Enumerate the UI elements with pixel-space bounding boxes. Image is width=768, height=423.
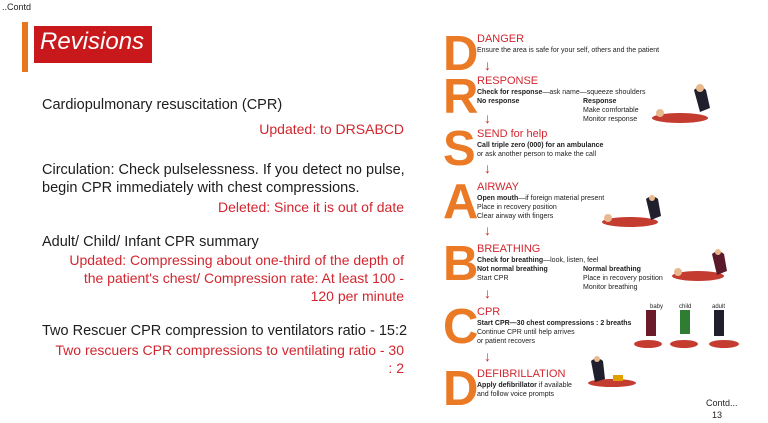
airway-illustration [600,195,670,230]
breathing-no: Not normal breathing [477,266,548,273]
airway-open: Open mouth [477,195,519,202]
letter-r-response: R [443,70,479,124]
response-heading: RESPONSE [477,75,539,87]
danger-text: Ensure the area is safe for your self, others and the patient [477,47,660,54]
cpr-line2: Continue CPR until help arrives [477,329,575,336]
response-no: No response [477,98,520,105]
arrow-down-icon: ↓ [484,222,491,238]
breathing-no-2: Start CPR [477,275,509,282]
revision-2-text-line2: begin CPR immediately with chest compressions. [42,180,360,196]
send-line1: Call triple zero (000) for an ambulance [477,142,604,149]
breathing-illustration [670,248,740,284]
breathing-yes: Normal breathing [583,266,641,273]
letter-d-danger: D [443,27,479,81]
arrow-down-icon: ↓ [484,160,491,176]
response-check-rest: —ask name—squeeze shoulders [542,89,646,96]
send-line2: or ask another person to make the call [477,151,597,158]
cpr-line1: Start CPR—30 chest compressions : 2 breaths [477,320,632,327]
response-check: Check for response [477,89,543,96]
arrow-down-icon: ↓ [484,348,491,364]
response-yes: Response [583,98,617,105]
revision-3-text: Adult/ Child/ Infant CPR summary [42,234,259,250]
cpr-illustration [632,310,742,350]
revision-4-note-line1: Two rescuers CPR compressions to ventilating ratio - 30 [55,342,404,358]
breathing-check: Check for breathing [477,257,544,264]
breathing-yes-3: Monitor breathing [583,284,638,291]
danger-heading: DANGER [477,33,525,45]
send-heading: SEND for help [477,128,548,140]
cpr-line3: or patient recovers [477,338,535,345]
revision-3-note-line3: 120 per minute [310,288,404,304]
revision-2-note: Deleted: Since it is out of date [218,199,404,215]
breathing-yes-2: Place in recovery position [583,275,663,282]
arrow-down-icon: ↓ [484,285,491,301]
letter-d-defibrillation: D [443,362,479,416]
letter-c-cpr: C [443,300,479,354]
contd-bottom-label: Contd... [706,398,738,408]
letter-b-breathing: B [443,237,479,291]
airway-heading: AIRWAY [477,181,519,193]
page-number: 13 [712,410,723,420]
letter-a-airway: A [443,175,479,229]
cpr-baby-label: baby [650,304,664,310]
response-illustration [650,82,720,127]
breathing-heading: BREATHING [477,243,541,255]
defib-apply: Apply defibrillator [477,382,537,389]
cpr-adult-label: adult [712,304,726,310]
revision-4-note-line2: : 2 [388,360,404,376]
airway-line3: Clear airway with fingers [477,213,554,220]
revision-1-text: Cardiopulmonary resuscitation (CPR) [42,97,283,113]
defib-apply-rest: if available [536,382,572,389]
revision-4-text: Two Rescuer CPR compression to ventilators ratio - 15:2 [42,323,408,339]
letter-s-send: S [443,122,476,176]
cpr-child-label: child [679,304,692,310]
accent-bar [22,22,28,72]
airway-open-rest: —if foreign material present [518,195,605,202]
defibrillation-illustration [585,355,640,390]
airway-line2: Place in recovery position [477,204,557,211]
response-yes-3: Monitor response [583,116,638,123]
defib-line2: and follow voice prompts [477,391,555,398]
response-yes-2: Make comfortable [583,107,639,114]
arrow-down-icon: ↓ [484,110,491,126]
breathing-check-rest: —look, listen, feel [543,257,599,264]
revision-3-note-line2: the patient's chest/ Compression rate: At least 100 - [83,270,404,286]
contd-top-label: ..Contd [2,2,32,12]
revision-3-note-line1: Updated: Compressing about one-third of the depth of [69,252,404,268]
page-title: Revisions [40,28,145,55]
arrow-down-icon: ↓ [484,57,491,73]
defibrillation-heading: DEFIBRILLATION [477,368,566,380]
revision-1-note: Updated: to DRSABCD [259,121,404,137]
cpr-heading: CPR [477,306,501,318]
revision-2-text-line1: Circulation: Check pulselessness. If you detect no pulse, [42,162,405,178]
